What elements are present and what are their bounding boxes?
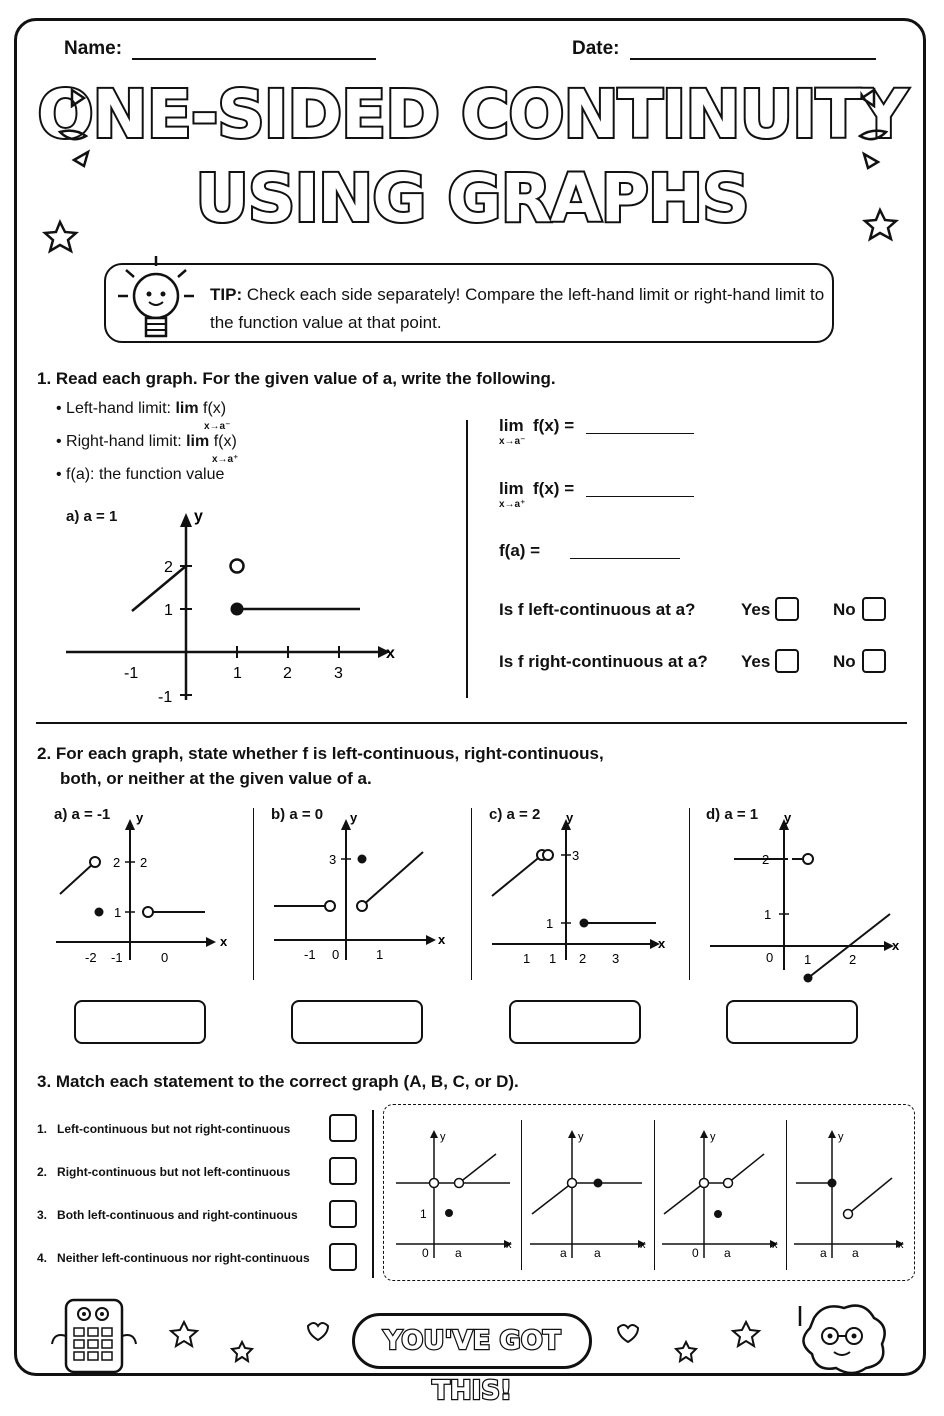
bullet-left-sub: x→a⁻ <box>204 421 231 432</box>
svg-text:y: y <box>710 1131 716 1143</box>
q1-tick-ym1: -1 <box>158 689 173 705</box>
svg-text:0: 0 <box>766 950 774 965</box>
right-limit-question: lim f(x) = <box>499 479 575 498</box>
svg-text:0: 0 <box>422 1246 429 1260</box>
q2-divider-2 <box>471 808 472 980</box>
q2a-answer-box[interactable] <box>74 1000 206 1044</box>
q1-tick-y2: 2 <box>164 559 173 576</box>
stars-right-icon <box>610 1318 780 1368</box>
svg-text:a: a <box>594 1246 601 1260</box>
svg-text:3: 3 <box>329 852 337 867</box>
q2-divider-1 <box>253 808 254 980</box>
name-field[interactable] <box>132 58 376 60</box>
q1-tick-x3: 3 <box>334 665 343 682</box>
tip-body: Check each side separately! Compare the left-hand limit or right-hand limit to the function value at that point. <box>210 285 825 332</box>
q3-heading: 3. Match each statement to the correct graph (A, B, C, or D). <box>37 1072 519 1091</box>
svg-text:y: y <box>440 1131 446 1143</box>
bullet-right-sub: x→a⁺ <box>212 454 239 465</box>
q1-tick-x2: 2 <box>283 665 292 682</box>
left-no-label: No <box>833 600 856 619</box>
svg-text:x: x <box>640 1239 646 1251</box>
svg-text:x: x <box>898 1239 904 1251</box>
q2a-graph <box>50 810 240 970</box>
date-label: Date: <box>572 38 620 59</box>
brain-mascot-icon <box>784 1298 904 1378</box>
q3-answer-box-4[interactable] <box>329 1243 357 1271</box>
q2-heading-line2: both, or neither at the given value of a. <box>60 769 372 788</box>
q3-answer-box-3[interactable] <box>329 1200 357 1228</box>
doodle-left-icon <box>40 80 120 260</box>
svg-text:x: x <box>220 934 228 949</box>
bullet-fa: • f(a): the function value <box>56 466 225 483</box>
name-label: Name: <box>64 38 123 59</box>
svg-text:1: 1 <box>376 947 384 962</box>
q2a-label: a) a = -1 <box>54 806 111 823</box>
doodle-right-icon <box>830 80 910 260</box>
q3-mini-divider-1 <box>521 1120 522 1270</box>
left-no-checkbox[interactable] <box>862 597 886 621</box>
q2b-graph <box>268 810 458 970</box>
left-yes-checkbox[interactable] <box>775 597 799 621</box>
svg-text:2: 2 <box>113 855 121 870</box>
svg-text:y: y <box>838 1131 844 1143</box>
q2c-graph <box>486 810 676 970</box>
svg-text:1: 1 <box>546 916 554 931</box>
left-limit-answer[interactable] <box>586 433 694 434</box>
right-yes-checkbox[interactable] <box>775 649 799 673</box>
q1-divider <box>466 420 468 698</box>
svg-text:3: 3 <box>612 951 620 966</box>
q2d-label: d) a = 1 <box>706 806 759 823</box>
svg-text:a: a <box>820 1246 827 1260</box>
q3-item-1: 1. Left-continuous but not right-continuous <box>37 1122 291 1136</box>
q1-tick-xm1: -1 <box>124 665 139 682</box>
left-limit-question: lim f(x) = <box>499 416 575 435</box>
q3-item-3: 3. Both left-continuous and right-continuous <box>37 1208 298 1222</box>
svg-text:y: y <box>578 1131 584 1143</box>
svg-text:1: 1 <box>523 951 531 966</box>
svg-text:x: x <box>506 1239 512 1251</box>
tip-label: TIP: <box>210 285 243 304</box>
bullet-left-limit: • Left-hand limit: lim f(x) <box>56 400 227 417</box>
q1-left-segment <box>132 566 186 611</box>
svg-text:0: 0 <box>161 950 169 965</box>
svg-text:y: y <box>350 810 358 825</box>
q1-y-label: y <box>194 508 203 525</box>
title-line-1: ONE-SIDED CONTINUITY <box>37 76 907 153</box>
svg-text:a: a <box>852 1246 859 1260</box>
q3-graph-d <box>790 1118 914 1268</box>
q2d-graph <box>704 810 904 990</box>
slogan-badge: YOU'VE GOT THIS! <box>352 1313 592 1369</box>
q3-graph-c <box>658 1118 784 1268</box>
svg-text:y: y <box>136 810 144 825</box>
bullet-right-limit: • Right-hand limit: lim f(x) <box>56 433 237 450</box>
q1-closed-point <box>231 603 244 616</box>
q1-tick-y1: 1 <box>164 602 173 619</box>
svg-text:y: y <box>566 810 574 825</box>
q3-item-2: 2. Right-continuous but not left-continuous <box>37 1165 291 1179</box>
svg-text:2: 2 <box>579 951 587 966</box>
q2c-answer-box[interactable] <box>509 1000 641 1044</box>
q1-graph <box>60 505 400 705</box>
fa-answer[interactable] <box>570 558 680 559</box>
q3-mini-divider-2 <box>654 1120 655 1270</box>
q3-answer-box-1[interactable] <box>329 1114 357 1142</box>
q2-divider-3 <box>689 808 690 980</box>
q3-mini-divider-3 <box>786 1120 787 1270</box>
svg-text:1: 1 <box>549 951 557 966</box>
q3-graph-a <box>392 1118 518 1268</box>
svg-text:-1: -1 <box>111 950 123 965</box>
svg-text:a: a <box>560 1246 567 1260</box>
lightbulb-icon <box>112 250 202 350</box>
title-line-2: USING GRAPHS <box>195 160 749 237</box>
left-yes-label: Yes <box>741 600 771 619</box>
svg-text:3: 3 <box>572 848 580 863</box>
svg-text:y: y <box>784 810 792 825</box>
q1-graph-label: a) a = 1 <box>66 508 118 525</box>
q2b-answer-box[interactable] <box>291 1000 423 1044</box>
svg-text:x: x <box>892 938 900 953</box>
q3-divider <box>372 1110 374 1278</box>
q3-answer-box-2[interactable] <box>329 1157 357 1185</box>
q2-heading-line1: 2. For each graph, state whether f is left-continuous, right-continuous, <box>37 744 604 763</box>
svg-text:2: 2 <box>849 952 857 967</box>
svg-text:2: 2 <box>762 852 770 867</box>
svg-text:1: 1 <box>764 907 772 922</box>
right-limit-sub: x→a⁺ <box>499 499 526 510</box>
svg-text:x: x <box>772 1239 778 1251</box>
section-divider <box>36 722 907 724</box>
svg-text:-2: -2 <box>85 950 97 965</box>
svg-text:a: a <box>455 1246 462 1260</box>
date-field[interactable] <box>630 58 876 60</box>
q2d-answer-box[interactable] <box>726 1000 858 1044</box>
svg-text:a: a <box>724 1246 731 1260</box>
q1-heading: 1. Read each graph. For the given value of a, write the following. <box>37 369 556 388</box>
svg-text:1: 1 <box>420 1207 427 1221</box>
q2b-label: b) a = 0 <box>271 806 324 823</box>
fa-question: f(a) = <box>499 541 541 560</box>
svg-text:x: x <box>438 932 446 947</box>
q3-item-4: 4. Neither left-continuous nor right-continuous <box>37 1251 310 1265</box>
q1-tick-x1: 1 <box>233 665 242 682</box>
right-no-checkbox[interactable] <box>862 649 886 673</box>
svg-text:-1: -1 <box>304 947 316 962</box>
left-continuous-question: Is f left-continuous at a? <box>499 600 696 619</box>
calculator-mascot-icon <box>44 1296 154 1376</box>
q1-x-label: x <box>386 645 395 662</box>
right-no-label: No <box>833 652 856 671</box>
svg-text:1: 1 <box>114 905 122 920</box>
svg-text:2: 2 <box>140 855 148 870</box>
right-yes-label: Yes <box>741 652 771 671</box>
right-limit-answer[interactable] <box>586 496 694 497</box>
left-limit-sub: x→a⁻ <box>499 436 526 447</box>
right-continuous-question: Is f right-continuous at a? <box>499 652 708 671</box>
svg-text:x: x <box>658 936 666 951</box>
q2c-label: c) a = 2 <box>489 806 541 823</box>
tip-text <box>210 281 830 337</box>
svg-text:0: 0 <box>692 1246 699 1260</box>
q1-open-point <box>231 560 244 573</box>
svg-text:1: 1 <box>804 952 812 967</box>
svg-text:0: 0 <box>332 947 340 962</box>
stars-left-icon <box>168 1318 368 1368</box>
q3-graph-b <box>526 1118 652 1268</box>
